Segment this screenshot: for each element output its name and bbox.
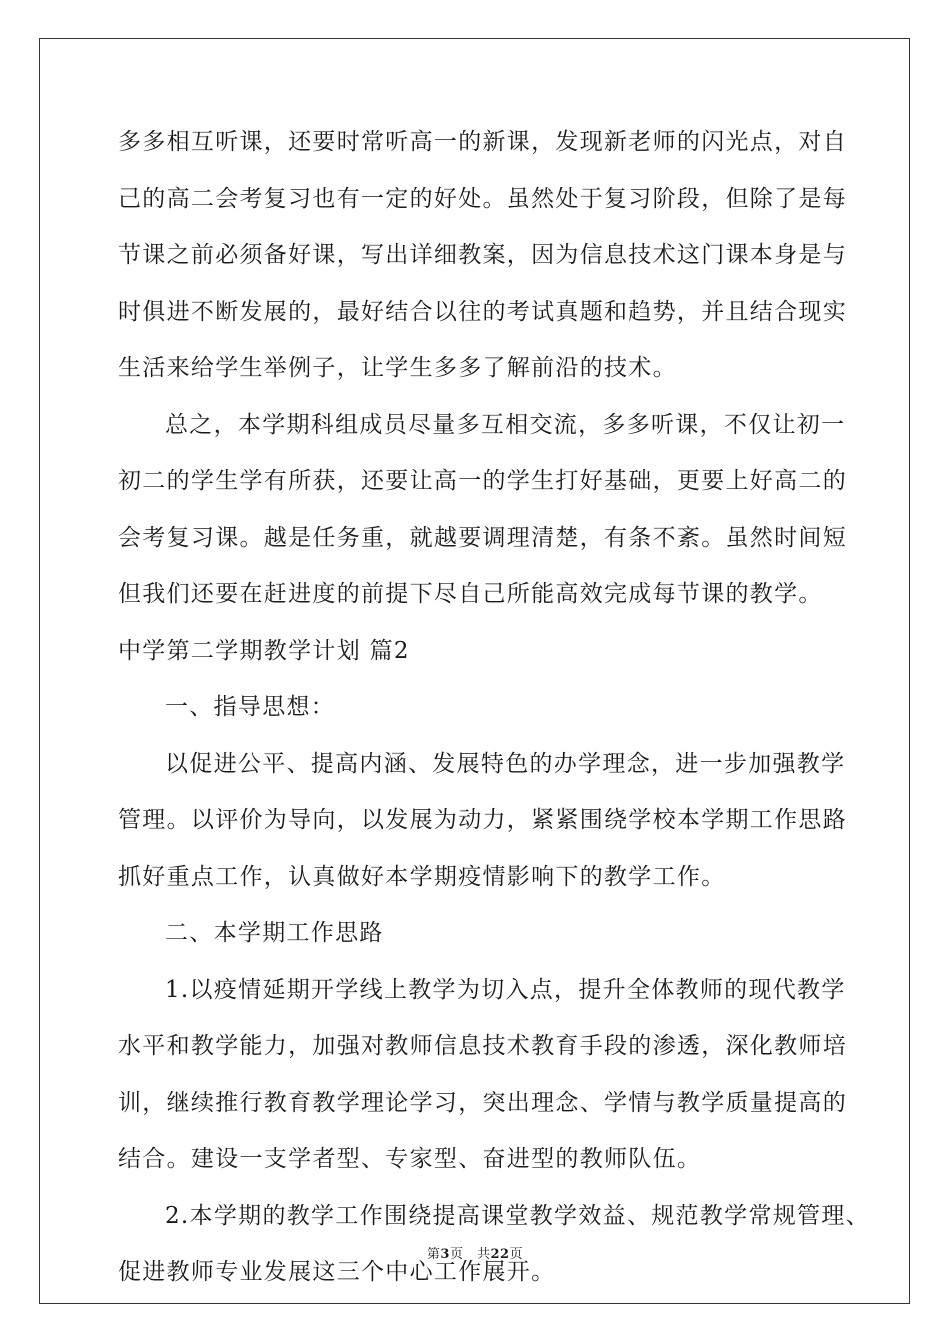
text-line: 节课之前必须备好课，写出详细教案，因为信息技术这门课本身是与 [118,242,847,268]
text-line: 抓好重点工作，认真做好本学期疫情影响下的教学工作。 [118,864,726,890]
paragraph-start-line: 以促进公平、提高内涵、发展特色的办学理念，进一步加强教学 [165,751,846,777]
text-line: 初二的学生学有所获，还要让高一的学生打好基础，更要上好高二的 [118,468,847,494]
paragraph-start-line: 1.以疫情延期开学线上教学为切入点，提升全体教师的现代教学 [165,977,846,1003]
text-line: 生活来给学生举例子，让学生多多了解前沿的技术。 [118,355,677,381]
text-line: 时俱进不断发展的，最好结合以往的考试真题和趋势，并且结合现实 [118,299,847,325]
current-page-number: 3 [440,1247,450,1262]
text-line: 多多相互听课，还要时常听高一的新课，发现新老师的闪光点，对自 [118,129,847,155]
footer-middle: 页 共 [449,1247,491,1262]
footer-suffix: 页 [509,1247,524,1262]
text-line: 管理。以评价为导向，以发展为动力，紧紧围绕学校本学期工作思路 [118,807,847,833]
page-footer [0,1246,950,1264]
heading-guiding-ideology: 一、指导思想： [165,694,336,720]
footer-prefix: 第 [426,1247,441,1262]
heading-work-ideas: 二、本学期工作思路 [165,920,384,946]
text-line: 水平和教学能力，加强对教师信息技术教育手段的渗透，深化教师培 [118,1033,847,1059]
text-line: 促进教师专业发展这三个中心工作展开。 [118,1259,556,1285]
text-line: 己的高二会考复习也有一定的好处。虽然处于复习阶段，但除了是每 [118,186,847,212]
text-line: 结合。建设一支学者型、专家型、奋进型的教师队伍。 [118,1146,702,1172]
paragraph-start-line: 总之，本学期科组成员尽量多互相交流，多多听课，不仅让初一 [165,412,846,438]
paragraph-start-line: 2.本学期的教学工作围绕提高课堂教学效益、规范教学常规管理、 [165,1203,870,1229]
text-line: 但我们还要在赶进度的前提下尽自己所能高效完成每节课的教学。 [118,581,823,607]
text-line: 训，继续推行教育教学理论学习，突出理念、学情与教学质量提高的 [118,1090,847,1116]
total-page-count: 22 [490,1247,510,1262]
text-line: 会考复习课。越是任务重，就越要调理清楚，有条不紊。虽然时间短 [118,525,847,551]
section-title: 中学第二学期教学计划 篇2 [118,638,410,664]
